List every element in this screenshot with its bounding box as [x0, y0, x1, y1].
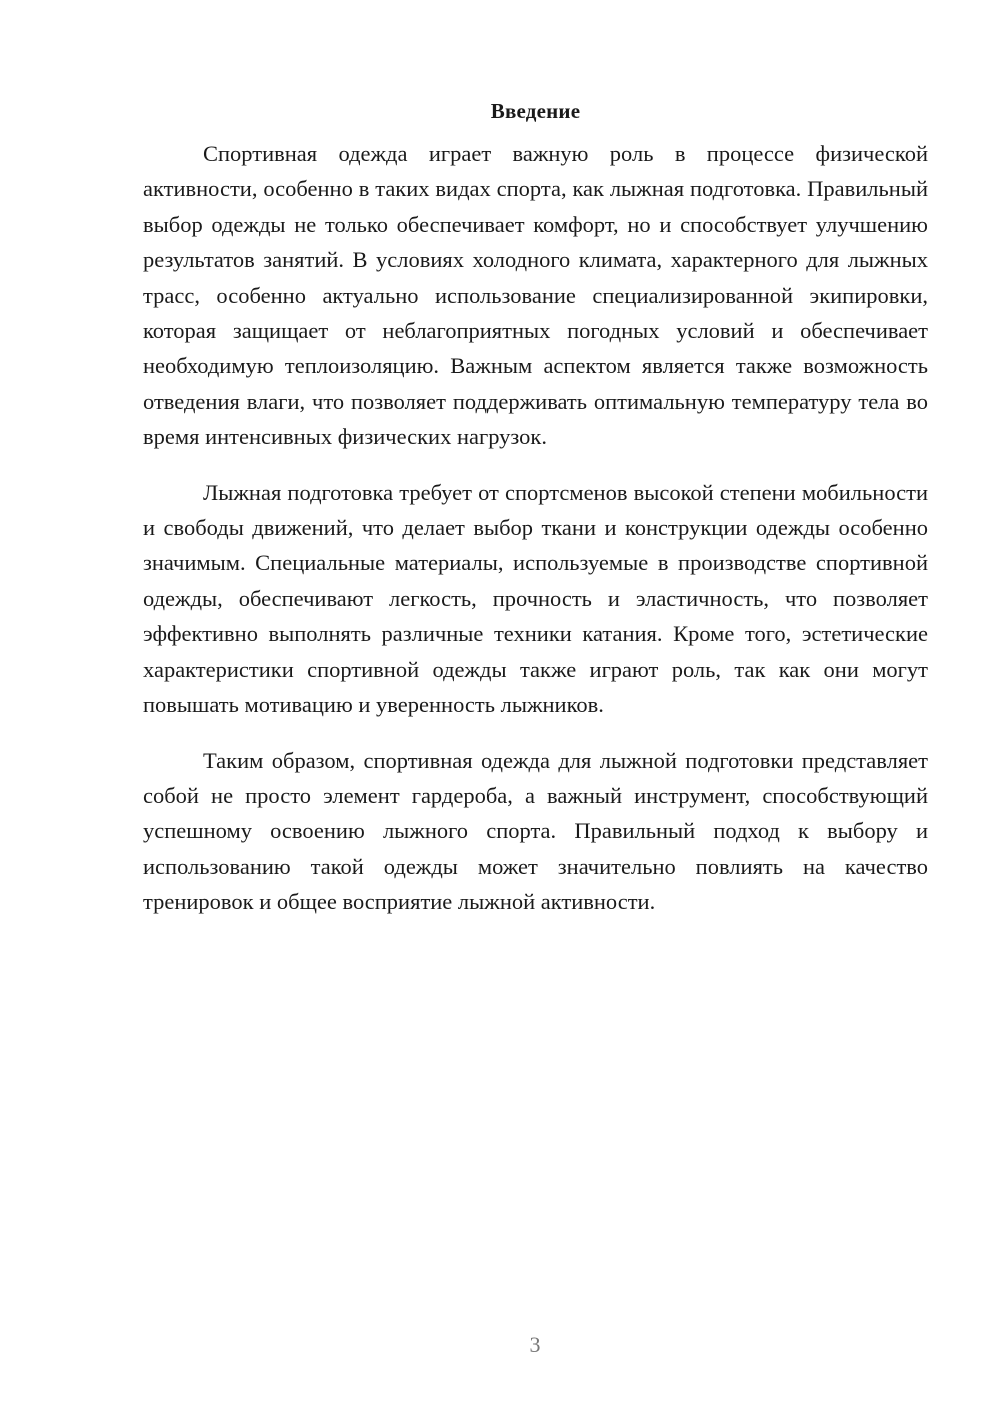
paragraph-3: Таким образом, спортивная одежда для лыжной подготовки представляет собой не просто элемент гардероба, а важный инструмент, способствующий успешному освоению лыжного спорта. Правильный подход к выбору и использованию такой одежды может значительно повлиять на качество тренировок и общее восприятие лыжной активности. [143, 747, 928, 915]
page-number: 3 [529, 1332, 541, 1357]
paragraph-2: Лыжная подготовка требует от спортсменов высокой степени мобильности и свободы движений, что делает выбор ткани и конструкции одежды особенно значимым. Специальные материалы, используемые в производстве спортивной одежды, обеспечивают легкость, прочность и эластичность, что позволяет эффективно выполнять различные техники катания. Кроме того, эстетические характеристики спортивной одежды также играют роль, так как они могут повышать мотивацию и уверенность лыжников. [143, 479, 928, 718]
page-content [143, 96, 928, 940]
paragraph-1: Спортивная одежда играет важную роль в процессе физической активности, особенно в таких видах спорта, как лыжная подготовка. Правильный выбор одежды не только обеспечивает комфорт, но и способствует улучшению результатов занятий. В условиях холодного климата, характерного для лыжных трасс, особенно актуально использование специализированной экипировки, которая защищает от неблагоприятных погодных условий и обеспечивает необходимую теплоизоляцию. Важным аспектом является также возможность отведения влаги, что позволяет поддерживать оптимальную температуру тела во время интенсивных физических нагрузок. [143, 141, 928, 450]
section-title: Введение [490, 99, 581, 123]
